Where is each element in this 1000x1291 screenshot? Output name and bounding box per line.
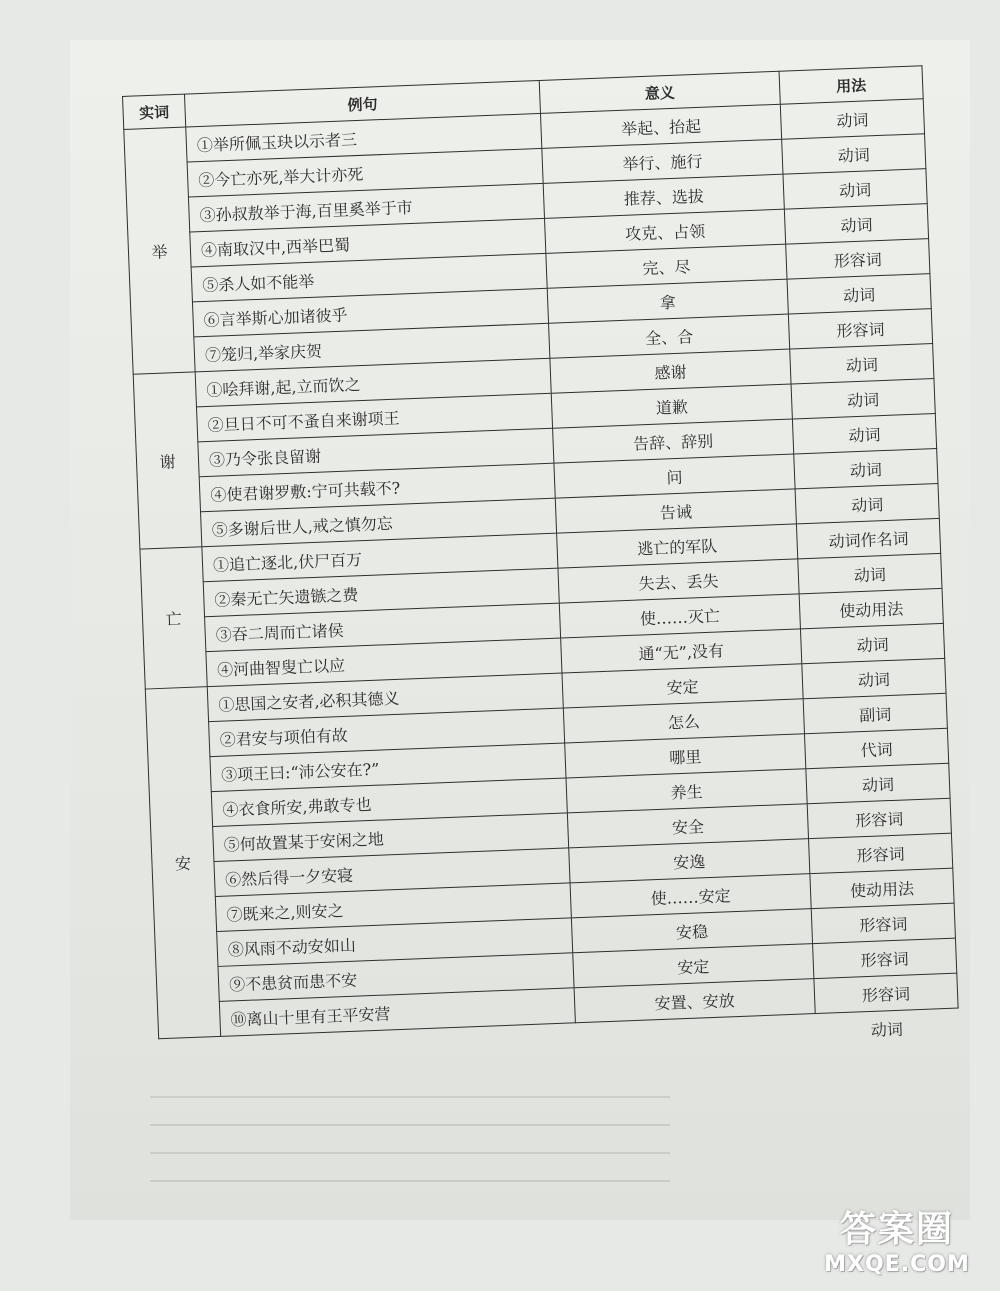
meaning-cell: 安定 [562, 664, 803, 708]
usage-cell: 动词 [798, 553, 942, 593]
example-cell: ⑤多谢后世人,戒之慎勿忘 [201, 498, 557, 547]
table-body [124, 99, 958, 1039]
meaning-cell: 安置、安放 [574, 979, 815, 1023]
meaning-cell: 怎么 [563, 699, 804, 743]
word-cell: 亡 [140, 547, 207, 689]
example-cell: ⑧风雨不动安如山 [217, 918, 573, 967]
usage-cell: 动词 [791, 379, 935, 419]
example-cell: ①追亡逐北,伏尸百万 [202, 533, 558, 582]
usage-cell: 形容词 [809, 833, 953, 873]
usage-cell: 动词作名词 [796, 518, 940, 558]
meaning-cell: 全、合 [549, 314, 790, 358]
example-cell: ①举所佩玉玦以示者三 [186, 113, 542, 162]
example-cell: ⑦既来之,则安之 [215, 883, 571, 932]
header-example: 例句 [184, 80, 540, 127]
meaning-cell: 问 [554, 454, 795, 498]
usage-cell: 动词 [792, 414, 936, 454]
header-word: 实词 [123, 94, 186, 129]
usage-cell: 使动用法 [799, 588, 943, 628]
example-cell: ⑥言举斯心加诸彼乎 [192, 288, 548, 337]
usage-cell: 动词 [802, 658, 946, 698]
usage-cell: 形容词 [811, 903, 955, 943]
meaning-cell: 使……安定 [570, 874, 811, 918]
watermark-logo-text: 答案圈 [839, 1209, 954, 1250]
meaning-cell: 告诫 [555, 489, 796, 533]
example-cell: ③孙叔敖举于海,百里奚举于市 [188, 183, 544, 232]
example-cell: ④衣食所安,弗敢专也 [211, 778, 567, 827]
example-cell: ①思国之安者,必积其德义 [207, 673, 563, 722]
meaning-cell: 攻克、占领 [545, 209, 786, 253]
example-cell: ④南取汉中,西举巴蜀 [190, 218, 546, 267]
watermark-url: MXQE.COM [824, 1252, 970, 1277]
header-meaning: 意义 [539, 71, 780, 113]
example-cell: ②君安与项伯有故 [209, 708, 565, 757]
meaning-cell: 安稳 [571, 909, 812, 953]
example-cell: ⑤杀人如不能举 [191, 253, 547, 302]
example-cell: ①哙拜谢,起,立而饮之 [195, 358, 551, 407]
meaning-cell: 养生 [566, 769, 807, 813]
meaning-cell: 完、尽 [546, 244, 787, 288]
usage-cell: 形容词 [814, 973, 958, 1013]
example-cell: ⑥然后得一夕安寝 [214, 848, 570, 897]
example-cell: ③吞二周而亡诸侯 [205, 603, 561, 652]
example-cell: ④使君谢罗敷:宁可共载不? [199, 463, 555, 512]
word-cell: 举 [124, 127, 195, 374]
example-cell: ⑤何故置某于安闲之地 [213, 813, 569, 862]
meaning-cell: 失去、丢失 [558, 559, 799, 603]
meaning-cell: 举行、施行 [542, 139, 783, 183]
usage-cell: 动词 [790, 344, 934, 384]
usage-cell: 动词 [806, 763, 950, 803]
example-cell: ⑦笼归,举家庆贺 [194, 323, 550, 372]
usage-cell: 动词 [782, 134, 926, 174]
usage-cell: 形容词 [813, 938, 957, 978]
word-cell: 谢 [133, 372, 202, 549]
usage-cell: 动词 [784, 204, 928, 244]
vocabulary-table [122, 65, 959, 1039]
example-cell: ⑩离山十里有王平安营 [219, 988, 575, 1037]
header-usage: 用法 [779, 66, 923, 104]
meaning-cell: 通“无”,没有 [561, 629, 802, 673]
meaning-cell: 安全 [567, 804, 808, 848]
example-cell: ④河曲智叟亡以应 [206, 638, 562, 687]
usage-cell: 使动用法 [810, 868, 954, 908]
usage-cell: 动词 [795, 483, 939, 523]
meaning-cell: 道歉 [551, 384, 792, 428]
example-cell: ②秦无亡矢遗镞之费 [203, 568, 559, 617]
overflow-usage: 动词 [870, 1019, 904, 1040]
meaning-cell: 举起、抬起 [540, 104, 781, 148]
usage-cell: 动词 [780, 99, 924, 139]
meaning-cell: 推荐、选拔 [543, 174, 784, 218]
usage-cell: 形容词 [786, 239, 930, 279]
example-cell: ②旦日不可不蚤自来谢项王 [196, 393, 552, 442]
meaning-cell: 哪里 [565, 734, 806, 778]
site-watermark [812, 1201, 982, 1277]
bleed-through-shadow [150, 1070, 670, 1220]
usage-cell: 动词 [783, 169, 927, 209]
usage-cell: 动词 [794, 448, 938, 488]
meaning-cell: 告辞、辞别 [553, 419, 794, 463]
meaning-cell: 感谢 [550, 349, 791, 393]
usage-cell: 代词 [804, 728, 948, 768]
meaning-cell: 拿 [547, 279, 788, 323]
word-cell: 安 [145, 687, 220, 1039]
usage-cell: 动词 [787, 274, 931, 314]
usage-cell: 形容词 [807, 798, 951, 838]
example-cell: ②今亡亦死,举大计亦死 [187, 148, 543, 197]
usage-cell: 形容词 [788, 309, 932, 349]
meaning-cell: 安定 [573, 944, 814, 988]
example-cell: ⑨不患贫而患不安 [218, 953, 574, 1002]
meaning-cell: 使……灭亡 [559, 594, 800, 638]
meaning-cell: 逃亡的军队 [557, 524, 798, 568]
usage-cell: 动词 [800, 623, 944, 663]
example-cell: ③乃令张良留谢 [198, 428, 554, 477]
example-cell: ③项王曰:“沛公安在?” [210, 743, 566, 792]
vocabulary-table-wrapper [122, 65, 958, 1039]
meaning-cell: 安逸 [569, 839, 810, 883]
usage-cell: 副词 [803, 693, 947, 733]
